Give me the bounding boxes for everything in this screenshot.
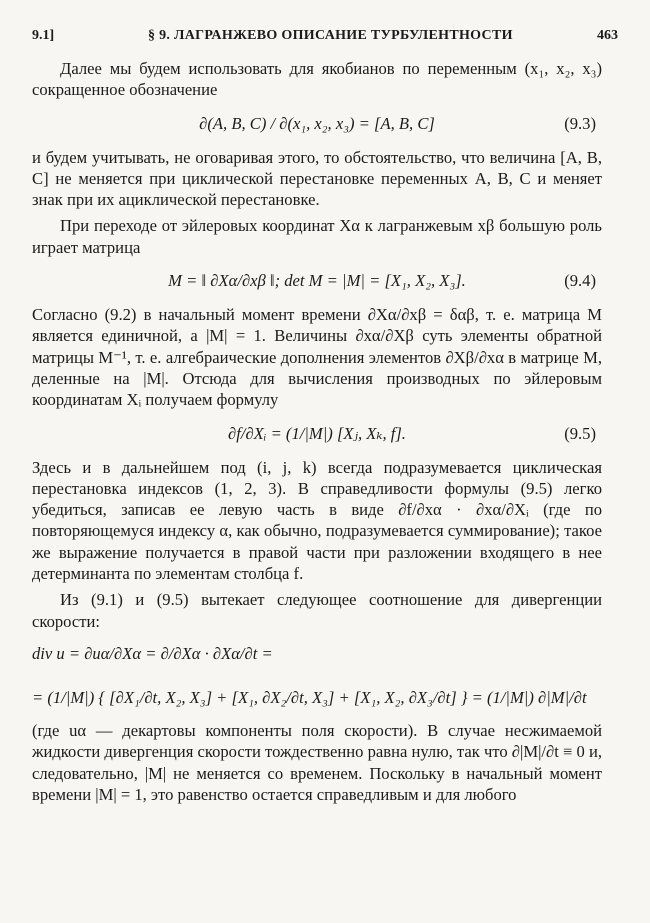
paragraph: При переходе от эйлеровых координат Xα к лагранжевым xβ большую роль играет матрица bbox=[32, 216, 602, 257]
equation-formula: div u = ∂uα/∂Xα = ∂/∂Xα · ∂Xα/∂t = bbox=[32, 643, 273, 663]
equation-number: (9.5) bbox=[564, 423, 596, 443]
equation-9-4 bbox=[32, 258, 602, 304]
section-marker: 9.1] bbox=[32, 28, 55, 43]
equation-formula: ∂(A, B, C) / ∂(x₁, x₂, x₃) = [A, B, C] bbox=[199, 113, 435, 133]
paragraph: Согласно (9.2) в начальный момент времени ∂Xα/∂xβ = δαβ, т. е. матрица M является единичной, а |M| = 1. Величины ∂xα/∂Xβ суть элементы обратной матрицы M⁻¹, т. е. алгебраические дополнения элементов ∂Xβ/∂xα в матрице M, деленные на |M|. Отсюда для вычисления производных по эйлеровым координатам Xᵢ получаем формулу bbox=[32, 305, 602, 410]
equation-divergence-expanded bbox=[32, 676, 602, 720]
paragraph: и будем учитывать, не оговаривая этого, то обстоятельство, что величина [A, B, C] не меняется при циклической перестановке переменных A, B, C и меняет знак при их ациклической перестановке. bbox=[32, 147, 602, 210]
equation-9-5 bbox=[32, 411, 602, 457]
paragraph: Из (9.1) и (9.5) вытекает следующее соотношение для дивергенции скорости: bbox=[32, 590, 602, 631]
equation-formula: ∂f/∂Xᵢ = (1/|M|) [Xⱼ, Xₖ, f]. bbox=[228, 423, 406, 443]
equation-number: (9.4) bbox=[564, 271, 596, 291]
page-body bbox=[32, 58, 602, 805]
equation-9-3 bbox=[32, 101, 602, 147]
paragraph: Здесь и в дальнейшем под (i, j, k) всегда подразумевается циклическая перестановка индексов (1, 2, 3). В справедливости формулы (9.5) легко убедиться, записав ее левую часть в виде ∂f/∂xα · ∂xα/∂Xᵢ (где по повторяющемуся индексу α, как обычно, подразумевается суммирование); такое же выражение получается в правой части при разложении входящего в нее детерминанта по элементам столбца f. bbox=[32, 457, 602, 584]
page-number: 463 bbox=[597, 28, 618, 43]
equation-divergence bbox=[32, 632, 602, 676]
paragraph: (где uα — декартовы компоненты поля скорости). В случае несжимаемой жидкости дивергенция скорости тождественно равна нулю, так что ∂|M|/∂t ≡ 0 и, следовательно, |M| не меняется со временем. Поскольку в начальный момент времени |M| = 1, это равенство остается справедливым и для любого bbox=[32, 720, 602, 804]
paragraph: Далее мы будем использовать для якобианов по переменным (x₁, x₂, x₃) сокращенное обозначение bbox=[32, 59, 602, 100]
equation-number: (9.3) bbox=[564, 113, 596, 133]
equation-formula: = (1/|M|) { [∂X₁/∂t, X₂, X₃] + [X₁, ∂X₂/∂t, X₃] + [X₁, X₂, ∂X₃/∂t] } = (1/|M|) ∂|M|/∂t bbox=[32, 687, 587, 707]
chapter-title: § 9. ЛАГРАНЖЕВО ОПИСАНИЕ ТУРБУЛЕНТНОСТИ bbox=[148, 28, 513, 43]
equation-formula: M = ‖ ∂Xα/∂xβ ‖; det M = |M| = [X₁, X₂, X₃]. bbox=[168, 271, 466, 291]
